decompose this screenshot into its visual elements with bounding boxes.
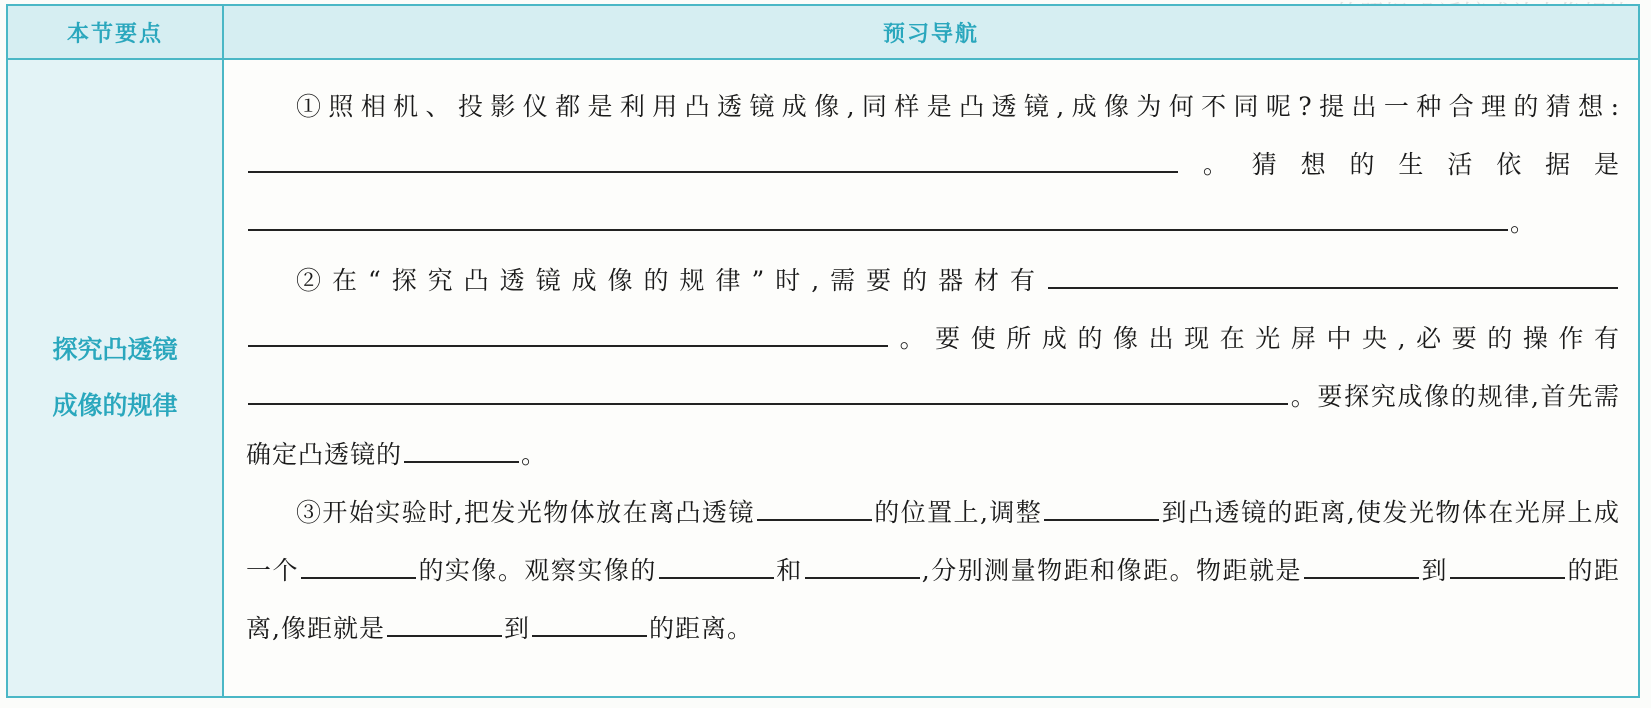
answer-blank[interactable] <box>805 549 920 579</box>
header-key-points: 本节要点 <box>7 5 223 59</box>
q3-text-j: 的距离。 <box>648 614 753 643</box>
q1-text-c: 。 <box>1510 208 1537 237</box>
q3-text-g: 到 <box>1421 556 1448 585</box>
answer-blank[interactable] <box>248 143 1178 173</box>
header-row <box>7 5 1639 59</box>
answer-blank[interactable] <box>659 549 774 579</box>
answer-blank[interactable] <box>248 317 888 347</box>
content-row <box>7 59 1639 697</box>
answer-blank[interactable] <box>404 433 519 463</box>
q3-text-f: ,分别测量物距和像距。物距就是 <box>921 556 1302 585</box>
answer-blank[interactable] <box>387 607 502 637</box>
question-3 <box>246 484 1620 658</box>
question-2 <box>246 252 1620 484</box>
q2-text-a: ②在“探究凸透镜成像的规律”时,需要的器材有 <box>296 266 1046 295</box>
q3-text-i: 到 <box>503 614 530 643</box>
answer-blank[interactable] <box>1450 549 1565 579</box>
q2-text-b: 。要使所成的像出现在光屏中央,必要的操作有 <box>890 324 1620 353</box>
q2-text-d: 。 <box>521 440 548 469</box>
q1-text-b: 。猜想的生活依据是 <box>1180 150 1620 179</box>
content-cell <box>223 59 1639 697</box>
q2-text-c: 。要探究成像的规律,首先需确定凸透镜的 <box>246 382 1620 469</box>
answer-blank[interactable] <box>248 201 1508 231</box>
header-preview-navigation: 预习导航 <box>223 5 1639 59</box>
q1-text-a: ①照相机、投影仪都是利用凸透镜成像,同样是凸透镜,成像为何不同呢?提出一种合理的猜想: <box>296 92 1620 121</box>
answer-blank[interactable] <box>1304 549 1419 579</box>
q3-text-e: 和 <box>775 556 803 585</box>
question-content <box>224 60 1638 658</box>
answer-blank[interactable] <box>1048 259 1618 289</box>
answer-blank[interactable] <box>248 375 1288 405</box>
answer-blank[interactable] <box>757 491 872 521</box>
topic-line-1: 探究凸透镜 <box>52 335 178 364</box>
answer-blank[interactable] <box>1044 491 1159 521</box>
q3-text-d: 的实像。观察实像的 <box>417 556 657 585</box>
question-1 <box>246 78 1620 252</box>
q3-text-a: ③开始实验时,把发光物体放在离凸透镜 <box>296 498 755 527</box>
q3-text-c: 到凸透镜的距离,使发光物体在光屏上成一个 <box>246 498 1620 585</box>
q3-text-h: 的距离,像距就是 <box>246 556 1620 643</box>
topic-cell <box>7 59 223 697</box>
preview-guide-table <box>6 4 1640 698</box>
answer-blank[interactable] <box>532 607 647 637</box>
answer-blank[interactable] <box>301 549 416 579</box>
topic-line-2: 成像的规律 <box>52 391 178 420</box>
q3-text-b: 的位置上,调整 <box>873 498 1043 527</box>
